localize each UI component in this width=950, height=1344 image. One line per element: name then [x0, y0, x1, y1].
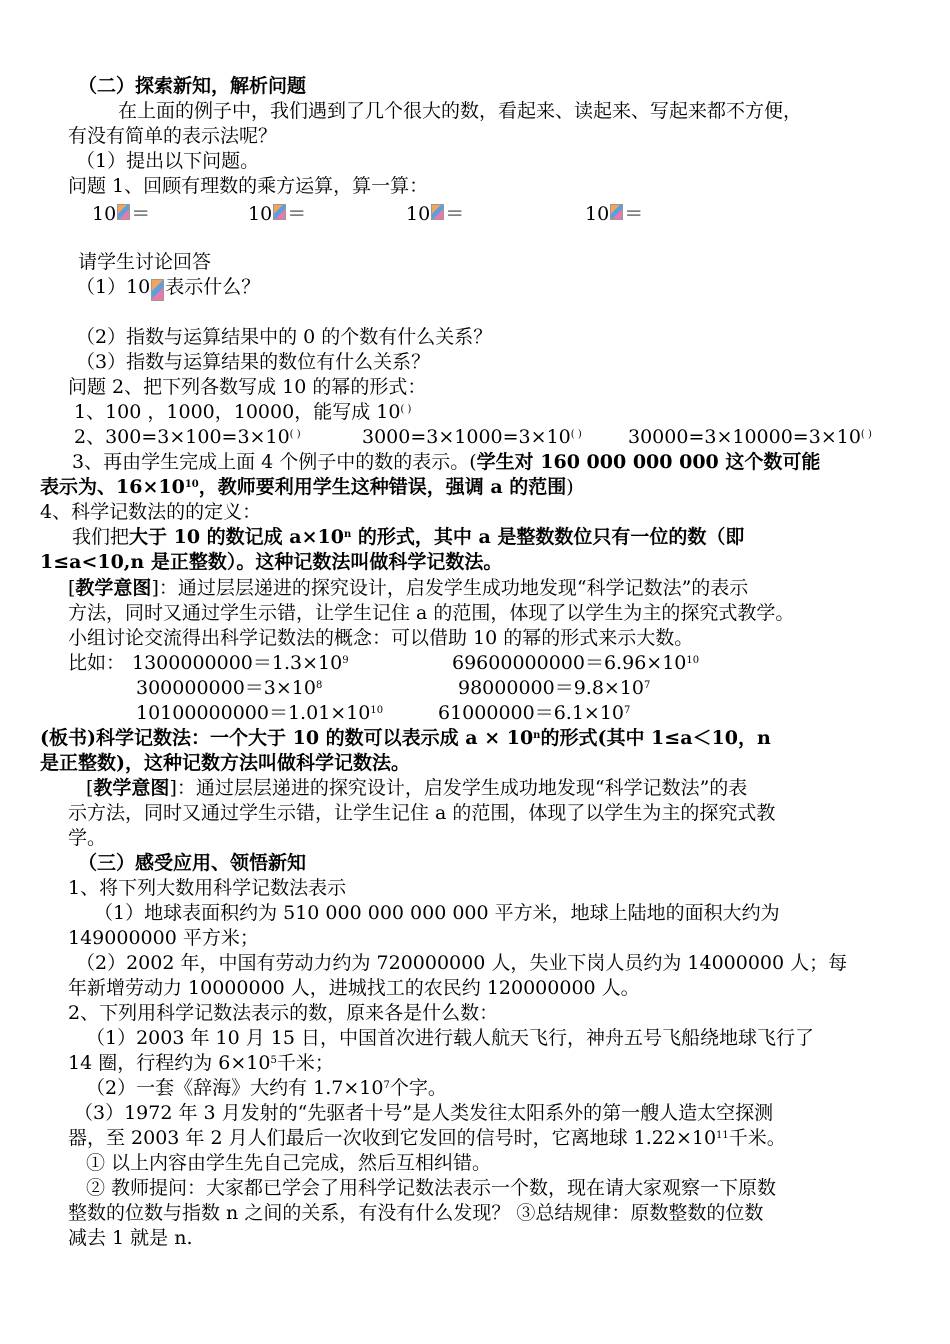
- exercise-line: （1）2003 年 10 月 15 日，中国首次进行载人航天飞行，神舟五号飞船绕地球飞行了: [86, 1027, 814, 1049]
- superscript: ( ): [570, 429, 582, 440]
- problem-2-item-3: [72, 450, 820, 474]
- example-text: 10100000000＝1.01×10: [136, 702, 371, 724]
- exercise-text: 千米。: [728, 1127, 786, 1149]
- item-text: ): [566, 476, 574, 498]
- power-expression: [585, 202, 643, 226]
- superscript: 11: [716, 1130, 729, 1141]
- superscript: 7: [624, 705, 631, 716]
- emphasis-text: 的形式，其中 a 是整数数位只有一位的数（即: [351, 526, 745, 548]
- problem-1: 问题 1、回顾有理数的乘方运算，算一算：: [68, 175, 429, 197]
- section-heading-2: （二）探索新知，解析问题: [78, 75, 307, 97]
- board-text: (板书)科学记数法：一个大于 10 的数可以表示成 a × 10: [40, 727, 534, 749]
- equals-sign: ＝: [624, 203, 644, 225]
- item-text: 2、300=3×100=3×10: [74, 426, 290, 448]
- exercise-1: 1、将下列大数用科学记数法表示: [68, 877, 347, 899]
- problem-2-item-1: [74, 400, 411, 424]
- superscript: 10: [686, 655, 700, 666]
- exercise-line: [68, 1126, 786, 1150]
- superscript: ( ): [400, 404, 412, 415]
- question-1: [76, 275, 260, 299]
- paragraph-line: 请学生讨论回答: [78, 251, 212, 273]
- exercise-line: （3）1972 年 3 月发射的“先驱者十号”是人类发往太阳系外的第一艘人造太空探测: [74, 1102, 774, 1124]
- paragraph-line: （1）提出以下问题。: [76, 150, 260, 172]
- example-text: 300000000＝3×10: [136, 677, 316, 699]
- power-expression: [92, 202, 150, 226]
- exercise-line: [86, 1076, 447, 1100]
- intent-label: 教学意图: [93, 777, 170, 799]
- example-text: 69600000000＝6.96×10: [452, 652, 687, 674]
- intent-text: ：通过层层递进的探究设计，启发学生成功地发现“科学记数法”的表: [176, 777, 748, 799]
- paragraph-line: 小组讨论交流得出科学记数法的概念：可以借助 10 的幂的形式来示大数。: [68, 627, 694, 649]
- equals-sign: ＝: [131, 203, 151, 225]
- question-text: 表示什么？: [165, 276, 261, 298]
- exercise-line: （2）2002 年，中国有劳动力约为 720000000 人，失业下岗人员约为 14000000 人；每: [76, 952, 848, 974]
- problem-2: 问题 2、把下列各数写成 10 的幂的形式：: [68, 376, 427, 398]
- superscript: n: [343, 529, 352, 540]
- base-ten: 10: [92, 203, 117, 225]
- equals-sign: ＝: [445, 203, 465, 225]
- item-text: 3、再由学生完成上面 4 个例子中的数的表示。(: [72, 451, 477, 473]
- intent-label: 教学意图: [75, 577, 152, 599]
- section-heading-3: （三）感受应用、领悟新知: [78, 852, 307, 874]
- exercise-text: （2）一套《辞海》大约有 1.7×10: [86, 1077, 384, 1099]
- teaching-intent: [教学意图]：通过层层递进的探究设计，启发学生成功地发现“科学记数法”的表: [86, 777, 748, 799]
- question-3: （3）指数与运算结果的数位有什么关系？: [76, 351, 431, 373]
- exercise-text: 千米；: [276, 1052, 334, 1074]
- base-ten: 10: [248, 203, 273, 225]
- board-note: [40, 726, 771, 750]
- item-text: 1、100 ，1000，10000，能写成 10: [74, 401, 401, 423]
- paragraph-line: 在上面的例子中，我们遇到了几个很大的数，看起来、读起来、写起来都不方便，: [118, 100, 803, 122]
- superscript: ( ): [289, 429, 301, 440]
- broken-image-icon: [117, 204, 130, 220]
- board-note-line: 是正整数)，这种记数方法叫做科学记数法。: [40, 752, 410, 774]
- section-4-heading: 4、科学记数法的的定义：: [40, 501, 262, 523]
- problem-2-item-2c: [628, 425, 872, 449]
- problem-2-item-2: [74, 425, 301, 449]
- definition-line: 1≤a<10,n 是正整数）。这种记数法叫做科学记数法。: [40, 551, 503, 573]
- exercise-text: 器，至 2003 年 2 月人们最后一次收到它发回的信号时，它离地球 1.22×10: [68, 1127, 717, 1149]
- example-item: [132, 651, 349, 675]
- emphasis-text: 学生对 160 000 000 000 这个数可能: [476, 451, 821, 473]
- teaching-intent-line: 示方法，同时又通过学生示错，让学生记住 a 的范围，体现了以学生为主的探究式教: [68, 802, 776, 824]
- teaching-intent-line: 方法，同时又通过学生示错，让学生记住 a 的范围，体现了以学生为主的探究式教学。: [68, 602, 795, 624]
- example-item: [452, 651, 699, 675]
- teaching-intent: [教学意图]：通过层层递进的探究设计，启发学生成功地发现“科学记数法”的表示: [68, 577, 749, 599]
- closing-line: 减去 1 就是 n.: [68, 1227, 193, 1249]
- broken-image-icon: [431, 204, 444, 220]
- base-ten: 10: [585, 203, 610, 225]
- superscript: n: [533, 730, 541, 741]
- teaching-intent-line: 学。: [68, 827, 107, 849]
- definition-line: [72, 525, 744, 549]
- superscript: 7: [383, 1080, 390, 1091]
- example-item: [458, 676, 650, 700]
- question-2: （2）指数与运算结果中的 0 的个数有什么关系？: [76, 326, 493, 348]
- exercise-line: 149000000 平方米；: [68, 927, 259, 949]
- exercise-text: 个字。: [389, 1077, 447, 1099]
- superscript: 10: [370, 705, 384, 716]
- problem-2-item-2b: [362, 425, 582, 449]
- power-expression: [406, 202, 464, 226]
- emphasis-text: 大于 10 的数记成 a×10: [129, 526, 344, 548]
- exercise-line: （1）地球表面积约为 510 000 000 000 000 平方米，地球上陆地的面积大约为: [94, 902, 780, 924]
- emphasis-text: 表示为、16×10: [40, 476, 185, 498]
- example-item: [136, 676, 322, 700]
- superscript: 7: [644, 680, 651, 691]
- broken-image-icon: [151, 279, 164, 301]
- item-text: 30000=3×10000=3×10: [628, 426, 861, 448]
- example-text: 98000000＝9.8×10: [458, 677, 645, 699]
- exercise-line: 年新增劳动力 10000000 人，进城找工的农民约 120000000 人。: [68, 977, 640, 999]
- superscript: 9: [342, 655, 349, 666]
- superscript: 8: [315, 680, 323, 691]
- example-label: 比如：: [68, 652, 126, 674]
- example-item: [438, 701, 630, 725]
- emphasis-text: ，教师要利用学生这种错误，强调 a 的范围: [198, 476, 567, 498]
- exercise-text: 14 圈，行程约为 6×10: [68, 1052, 271, 1074]
- exercise-2: 2、下列用科学记数法表示的数，原来各是什么数：: [68, 1002, 499, 1024]
- closing-line: 整数的位数与指数 n 之间的关系，有没有什么发现？ ③总结规律：原数整数的位数: [68, 1202, 764, 1224]
- board-text: 的形式(其中 1≤a＜10，n: [540, 727, 771, 749]
- example-text: 61000000＝6.1×10: [438, 702, 625, 724]
- broken-image-icon: [610, 204, 623, 220]
- superscript: 5: [270, 1055, 277, 1066]
- item-text: 3000=3×1000=3×10: [362, 426, 571, 448]
- power-expression: [248, 202, 306, 226]
- closing-line: ① 以上内容由学生先自己完成，然后互相纠错。: [86, 1152, 492, 1174]
- question-text: （1）10: [76, 276, 151, 298]
- intent-text: ：通过层层递进的探究设计，启发学生成功地发现“科学记数法”的表示: [158, 577, 749, 599]
- broken-image-icon: [273, 204, 286, 220]
- superscript: 10: [184, 479, 199, 490]
- definition-text: 我们把: [72, 526, 130, 548]
- paragraph-line: 有没有简单的表示法呢？: [68, 125, 278, 147]
- example-text: 1300000000＝1.3×10: [132, 652, 343, 674]
- problem-2-item-3-cont: [40, 475, 574, 499]
- base-ten: 10: [406, 203, 431, 225]
- exercise-line: [68, 1051, 334, 1075]
- equals-sign: ＝: [287, 203, 307, 225]
- closing-line: ② 教师提问：大家都已学会了用科学记数法表示一个数，现在请大家观察一下原数: [86, 1177, 777, 1199]
- superscript: ( ): [860, 429, 872, 440]
- example-item: [136, 701, 383, 725]
